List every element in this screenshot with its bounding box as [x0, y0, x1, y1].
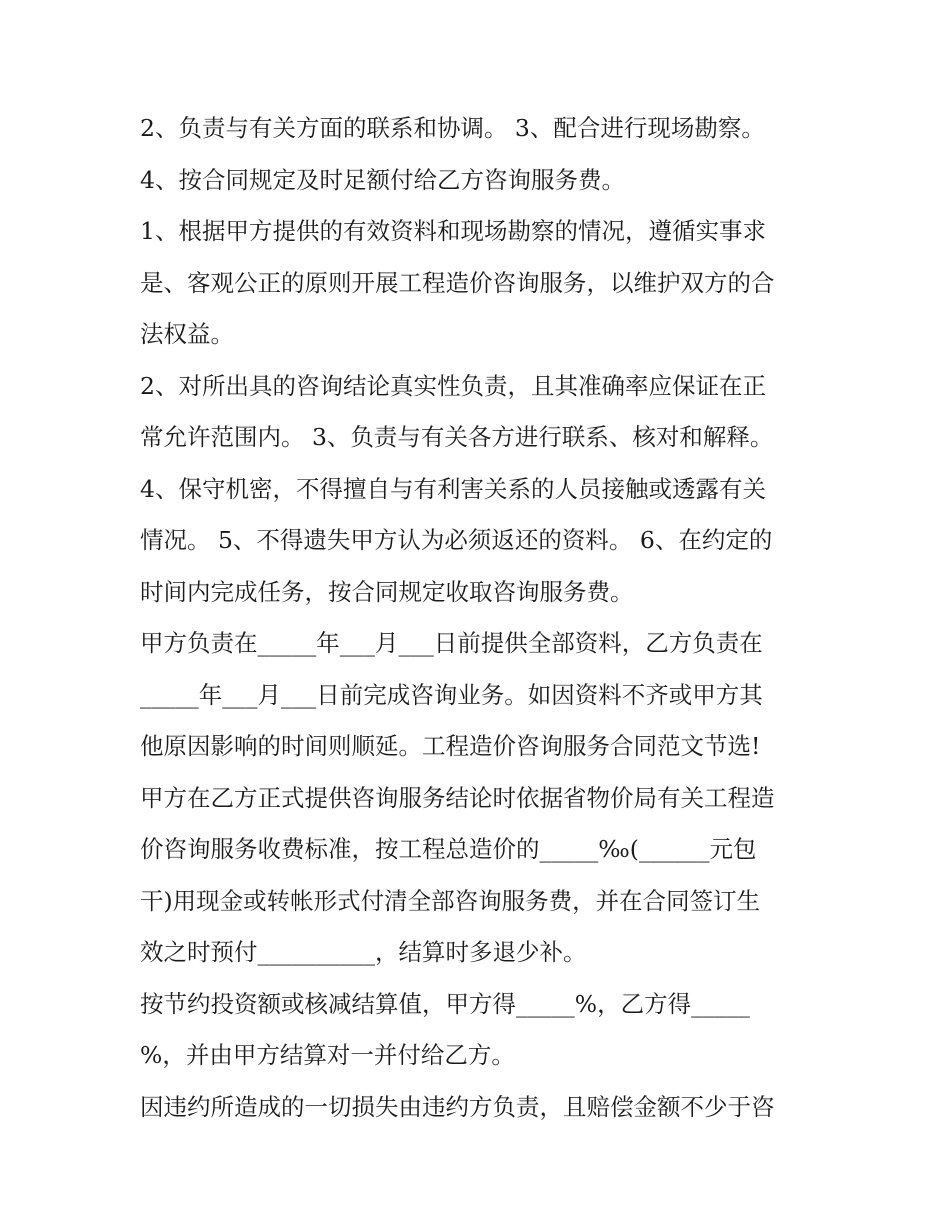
text-line: 甲方负责在_____年___月___日前提供全部资料，乙方负责在 [140, 629, 763, 657]
contract-text [140, 103, 830, 1133]
text-line: 按节约投资额或核减结算值，甲方得_____%，乙方得_____ [140, 989, 750, 1018]
text-line: 1、根据甲方提供的有效资料和现场勘察的情况，遵循实事求 [140, 217, 766, 245]
text-line: 2、对所出具的咨询结论真实性负责，且其准确率应保证在正 [140, 371, 766, 400]
text-line: 干)用现金或转帐形式付清全部咨询服务费，并在合同签订生 [140, 886, 761, 915]
text-line: 4、按合同规定及时足额付给乙方咨询服务费。 [140, 165, 625, 194]
text-line: 他原因影响的时间则顺延。工程造价咨询服务合同范文节选! [140, 732, 761, 760]
text-line: 2、负责与有关方面的联系和协调。 3、配合进行现场勘察。 [140, 114, 765, 142]
text-line: %，并由甲方结算对一并付给乙方。 [140, 1041, 515, 1069]
text-line: 甲方在乙方正式提供咨询服务结论时依据省物价局有关工程造 [140, 783, 775, 812]
text-line: 时间内完成任务，按合同规定收取咨询服务费。 [140, 577, 634, 606]
text-line: _____年___月___日前完成咨询业务。如因资料不齐或甲方其 [140, 680, 763, 709]
text-line: 价咨询服务收费标准，按工程总造价的_____‰(______元包 [140, 835, 757, 863]
text-line: 是、客观公正的原则开展工程造价咨询服务，以维护双方的合 [140, 268, 775, 297]
text-line: 法权益。 [140, 320, 234, 348]
text-line: 效之时预付__________，结算时多退少补。 [140, 938, 587, 966]
text-line: 情况。 5、不得遗失甲方认为必须返还的资料。 6、在约定的 [140, 526, 773, 554]
text-line: 4、保守机密，不得擅自与有利害关系的人员接触或透露有关 [140, 474, 766, 503]
text-line: 常允许范围内。 3、负责与有关各方进行联系、核对和解释。 [140, 423, 774, 451]
text-line: 因违约所造成的一切损失由违约方负责，且赔偿金额不少于咨 [140, 1092, 775, 1121]
